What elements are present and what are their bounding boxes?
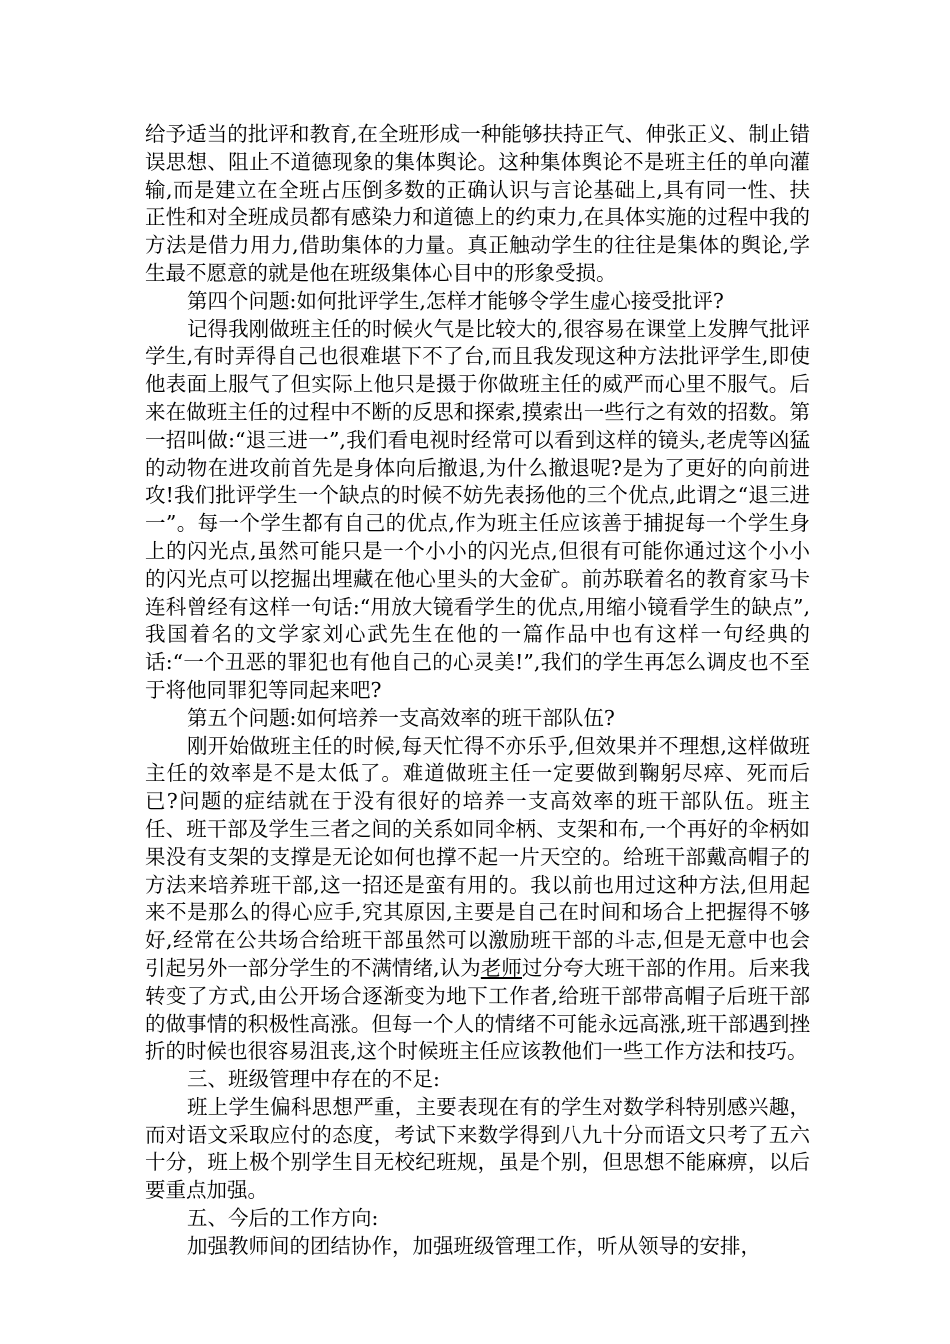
paragraph-future-direction: 加强教师间的团结协作，加强班级管理工作，听从领导的安排，	[187, 1233, 761, 1258]
document-body	[145, 121, 810, 1261]
paragraph-text-before: 刚开始做班主任的时候,每天忙得不亦乐乎,但效果并不理想,这样做班主任的效率是不是太低了。难道做班主任一定要做到鞠躬尽瘁、死而后已?问题的症结就在于没有很好的培养一支高效率的班干部队伍。班主任、班干部及学生三者之间的关系如同伞柄、支架和布,一个再好的伞柄如果没有支架的支撑是无论如何也撑不起一片天空的。给班干部戴高帽子的方法来培养班干部,这一招还是蛮有用的。我以前也用过这种方法,但用起来不是那么的得心应手,究其原因,主要是自己在时间和场合上把握得不够好,经常在公共场合给班干部虽然可以激励班干部的斗志,但是无意中也会引起另外一部分学生的不满情绪,认为	[145, 733, 810, 980]
paragraph-criticism-method: 记得我刚做班主任的时候火气是比较大的,很容易在课堂上发脾气批评学生,有时弄得自己也很难堪下不了台,而且我发现这种方法批评学生,即使他表面上服气了但实际上他只是摄于你做班主任的威严而心里不服气。后来在做班主任的过程中不断的反思和探索,摸索出一些行之有效的招数。第一招叫做:“退三进一”,我们看电视时经常可以看到这样的镜头,老虎等凶猛的动物在进攻前首先是身体向后撤退,为什么撤退呢?是为了更好的向前进攻!我们批评学生一个缺点的时候不妨先表扬他的三个优点,此谓之“退三进一”。每一个学生都有自己的优点,作为班主任应该善于捕捉每一个学生身上的闪光点,虽然可能只是一个小小的闪光点,但很有可能你通过这个小小的闪光点可以挖掘出埋藏在他心里头的大金矿。前苏联着名的教育家马卡连科曾经有这样一句话:“用放大镜看学生的优点,用缩小镜看学生的缺点”,我国着名的文学家刘心武先生在他的一篇作品中也有这样一句经典的话:“一个丑恶的罪犯也有他自己的心灵美!”,我们的学生再怎么调皮也不至于将他同罪犯等同起来吧?	[145, 316, 810, 702]
paragraph-text-after: 过分夸大班干部的作用。后来我转变了方式,由公开场合逐渐变为地下工作者,给班干部带高帽子后班干部的做事情的积极性高涨。但每一个人的情绪不可能永远高涨,班干部遇到挫折的时候也很容易沮丧,这个时候班主任应该教他们一些工作方法和技巧。	[145, 955, 811, 1064]
paragraph-collective-opinion: 给予适当的批评和教育,在全班形成一种能够扶持正气、伸张正义、制止错误思想、阻止不道德现象的集体舆论。这种集体舆论不是班主任的单向灌输,而是建立在全班占压倒多数的正确认识与言论基础上,具有同一性、扶正性和对全班成员都有感染力和道德上的约束力,在具体实施的过程中我的方法是借力用力,借助集体的力量。真正触动学生的往往是集体的舆论,学生最不愿意的就是他在班级集体心目中的形象受损。	[145, 122, 810, 285]
heading-question-five: 第五个问题:如何培养一支高效率的班干部队伍?	[187, 705, 615, 730]
paragraph-class-cadres	[145, 733, 810, 1067]
heading-shortcomings: 三、班级管理中存在的不足:	[187, 1067, 440, 1092]
heading-future-direction: 五、今后的工作方向:	[187, 1206, 379, 1231]
heading-question-four: 第四个问题:如何批评学生,怎样才能够令学生虚心接受批评?	[187, 288, 724, 313]
underlined-word-teacher: 老师	[480, 955, 522, 980]
paragraph-shortcomings: 班上学生偏科思想严重，主要表现在有的学生对数学科特别感兴趣，而对语文采取应付的态度，考试下来数学得到八九十分而语文只考了五六十分，班上极个别学生目无校纪班规，虽是个别，但思想不能麻痹，以后要重点加强。	[145, 1094, 810, 1203]
